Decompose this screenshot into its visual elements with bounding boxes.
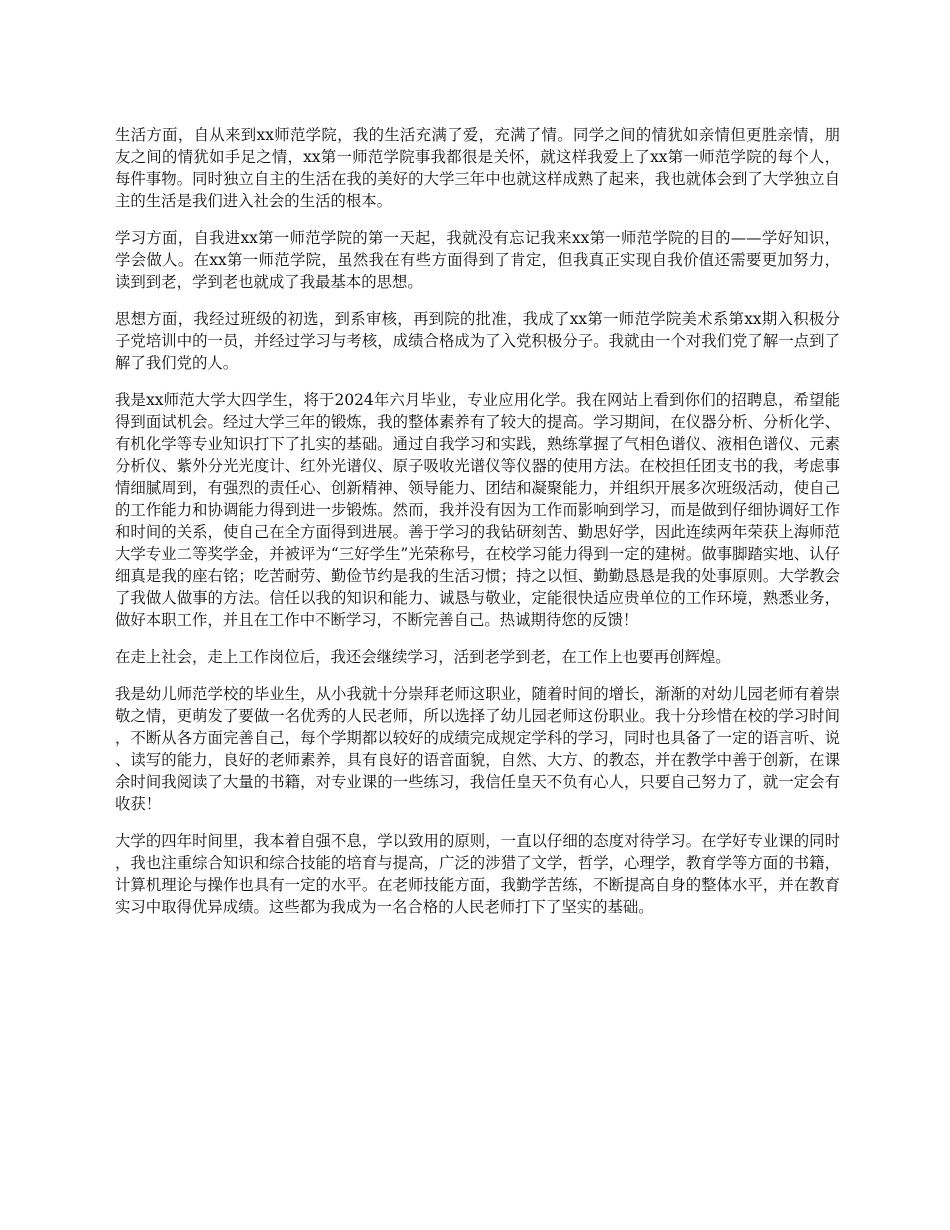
paragraph-application: 我是xx师范大学大四学生，将于2024年六月毕业，专业应用化学。我在网站上看到你们的招聘息，希望能得到面试机会。经过大学三年的锻炼，我的整体素养有了较大的提高。学习期间，在仪器分析、分析化学、有机化学等专业知识打下了扎实的基础。通过自我学习和实践，熟练掌握了气相色谱仪、液相色谱仪、元素分析仪、紫外分光光度计、红外光谱仪、原子吸收光谱仪等仪器的使用方法。在校担任团支书的我，考虑事情细腻周到，有强烈的责任心、创新精神、领导能力、团结和凝聚能力，并组织开展多次班级活动，使自己的工作能力和协调能力得到进一步锻炼。然而，我并没有因为工作而影响到学习，而是做到仔细协调好工作和时间的关系，使自己在全方面得到进展。善于学习的我钻研刻苦、勤思好学，因此连续两年荣获上海师范大学专业二等奖学金，并被评为“三好学生”光荣称号，在校学习能力得到一定的建树。做事脚踏实地、认仔细真是我的座右铭；吃苦耐劳、勤俭节约是我的生活习惯；持之以恒、勤勤恳恳是我的处事原则。大学教会了我做人做事的方法。信任以我的知识和能力、诚恳与敬业，定能很快适应贵单位的工作环境，熟悉业务，做好本职工作，并且在工作中不断学习，不断完善自己。热诚期待您的反馈！ [115, 391, 840, 629]
paragraph-life: 生活方面，自从来到xx师范学院，我的生活充满了爱，充满了情。同学之间的情犹如亲情但更胜亲情，朋友之间的情犹如手足之情，xx第一师范学院事我都很是关怀，就这样我爱上了xx第一师范学院的每个人，每件事物。同时独立自主的生活在我的美好的大学三年中也就这样成熟了起来，我也就体会到了大学独立自主的生活是我们进入社会的生活的根本。 [115, 126, 840, 210]
paragraph-study: 学习方面，自我进xx第一师范学院的第一天起，我就没有忘记我来xx第一师范学院的目的——学好知识，学会做人。在xx第一师范学院，虽然我在有些方面得到了肯定，但我真正实现自我价值还需要更加努力，读到到老，学到老也就成了我最基本的思想。 [115, 229, 840, 291]
paragraph-thought: 思想方面，我经过班级的初选，到系审核，再到院的批准，我成了xx第一师范学院美术系第xx期入积极分子党培训中的一员，并经过学习与考核，成绩合格成为了入党积极分子。我就由一个对我们党了解一点到了解了我们党的人。 [115, 310, 840, 372]
document-body [115, 124, 840, 918]
paragraph-kindergarten: 我是幼儿师范学校的毕业生，从小我就十分崇拜老师这职业，随着时间的增长，渐渐的对幼儿园老师有着崇敬之情，更萌发了要做一名优秀的人民老师，所以选择了幼儿园老师这份职业。我十分珍惜在校的学习时间，不断从各方面完善自己，每个学期都以较好的成绩完成规定学科的学习，同时也具备了一定的语言听、说、读写的能力，良好的老师素养，具有良好的语音面貌，自然、大方、的教态，并在教学中善于创新，在课余时间我阅读了大量的书籍，对专业课的一些练习，我信任皇天不负有心人，只要自己努力了，就一定会有收获！ [115, 685, 840, 813]
paragraph-university: 大学的四年时间里，我本着自强不息，学以致用的原则，一直以仔细的态度对待学习。在学好专业课的同时，我也注重综合知识和综合技能的培育与提高，广泛的涉猎了文学，哲学，心理学，教育学等方面的书籍，计算机理论与操作也具有一定的水平。在老师技能方面，我勤学苦练，不断提高自身的整体水平，并在教育实习中取得优异成绩。这些都为我成为一名合格的人民老师打下了坚实的基础。 [115, 832, 840, 916]
paragraph-future: 在走上社会，走上工作岗位后，我还会继续学习，活到老学到老，在工作上也要再创辉煌。 [115, 648, 731, 666]
